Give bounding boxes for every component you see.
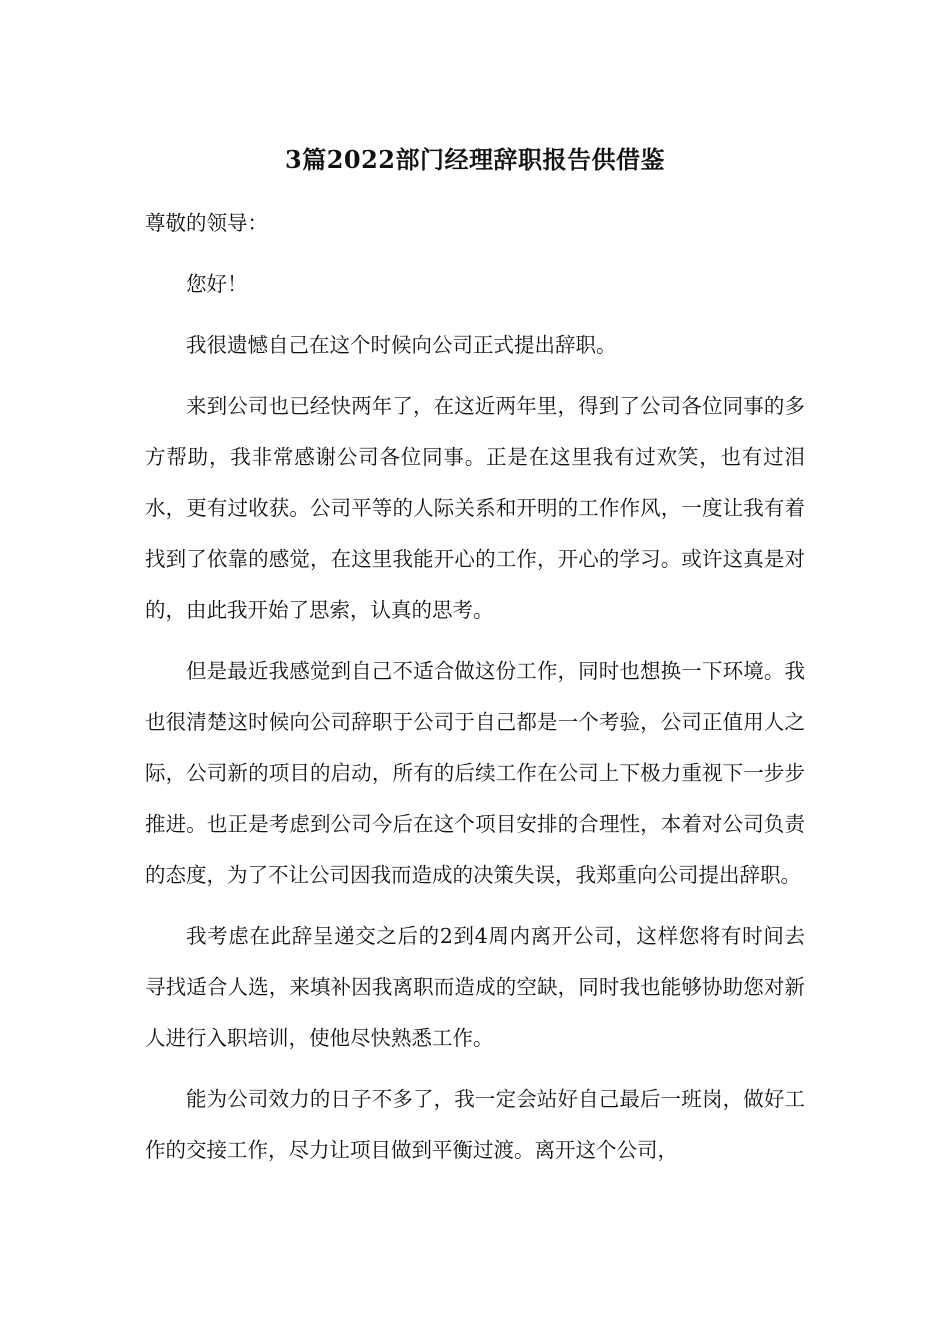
paragraph-intro: 我很遗憾自己在这个时候向公司正式提出辞职。 <box>186 333 617 357</box>
paragraph-greeting: 您好！ <box>186 272 248 296</box>
salutation: 尊敬的领导： <box>145 211 268 235</box>
paragraph-handover: 能为公司效力的日子不多了，我一定会站好自己最后一班岗，做好工作的交接工作，尽力让项目做到平衡过渡。离开这个公司， <box>145 1087 805 1162</box>
document-body <box>145 198 805 1176</box>
paragraph-experience: 来到公司也已经快两年了，在这近两年里，得到了公司各位同事的多方帮助，我非常感谢公司各位同事。正是在这里我有过欢笑，也有过泪水，更有过收获。公司平等的人际关系和开明的工作作风，一度让我有着找到了依靠的感觉，在这里我能开心的工作，开心的学习。或许这真是对的，由此我开始了思索，认真的思考。 <box>145 394 805 622</box>
paragraph-reason: 但是最近我感觉到自己不适合做这份工作，同时也想换一下环境。我也很清楚这时候向公司辞职于公司于自己都是一个考验，公司正值用人之际，公司新的项目的启动，所有的后续工作在公司上下极力重视下一步步推进。也正是考虑到公司今后在这个项目安排的合理性，本着对公司负责的态度，为了不让公司因我而造成的决策失误，我郑重向公司提出辞职。 <box>145 659 805 887</box>
document-title: 3篇2022部门经理辞职报告供借鉴 <box>285 145 665 174</box>
paragraph-timeline: 我考虑在此辞呈递交之后的2到4周内离开公司，这样您将有时间去寻找适合人选，来填补因我离职而造成的空缺，同时我也能够协助您对新人进行入职培训，使他尽快熟悉工作。 <box>145 924 805 1050</box>
